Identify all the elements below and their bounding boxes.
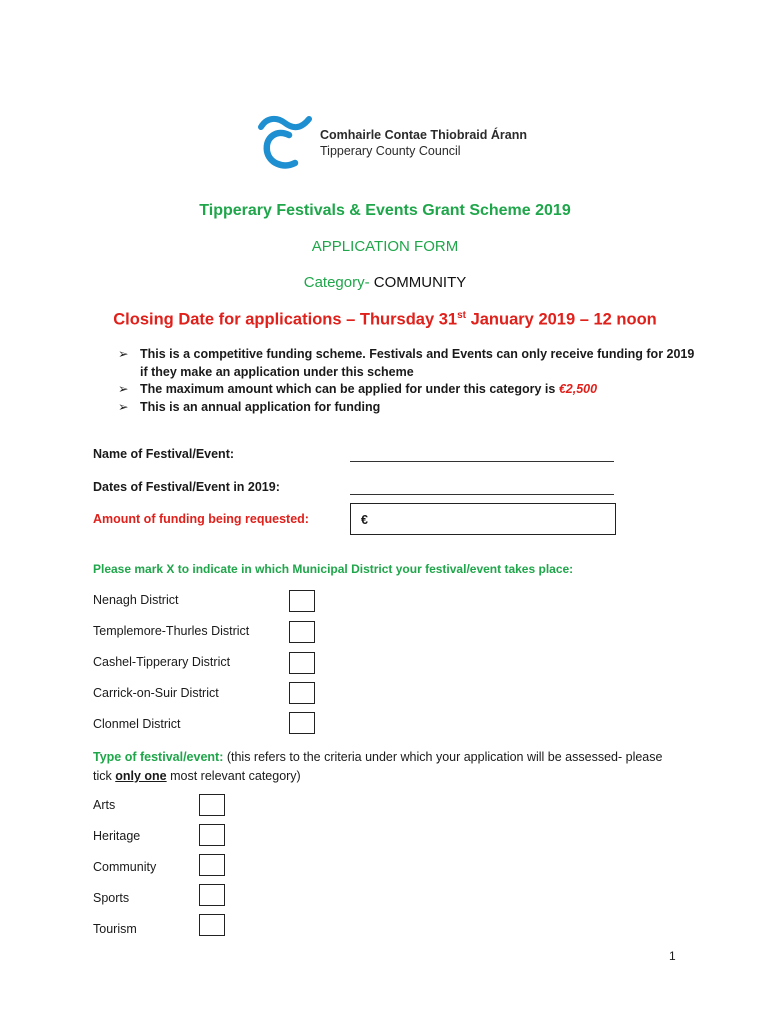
type-checkbox-arts[interactable]: [199, 794, 225, 816]
type-label-sports: Sports: [93, 891, 130, 905]
district-checkbox-carrick-on-suir[interactable]: [289, 682, 315, 704]
district-checkbox-nenagh[interactable]: [289, 590, 315, 612]
bullet-text: This is an annual application for funding: [140, 399, 381, 414]
closing-date-suffix: January 2019 – 12 noon: [465, 310, 657, 329]
max-amount: €2,500: [558, 382, 598, 397]
type-checkbox-community[interactable]: [199, 854, 225, 876]
category-label: Category-: [303, 274, 374, 291]
district-checkbox-templemore-thurles[interactable]: [289, 621, 315, 643]
arrow-bullet-icon: ➢: [118, 382, 129, 397]
type-label-tourism: Tourism: [93, 922, 137, 936]
council-name-irish: Comhairle Contae Thiobraid Árann: [320, 128, 527, 142]
district-label-carrick-on-suir: Carrick-on-Suir District: [93, 686, 219, 700]
district-label-clonmel: Clonmel District: [93, 717, 181, 731]
type-checkbox-tourism[interactable]: [199, 914, 225, 936]
event-type-label: Type of festival/event:: [93, 750, 224, 764]
arrow-bullet-icon: ➢: [118, 399, 129, 414]
amount-label: Amount of funding being requested:: [93, 512, 309, 526]
event-type-instruction: [93, 748, 673, 786]
info-bullets: [118, 346, 698, 416]
closing-date-prefix: Closing Date for applications – Thursday 31: [113, 310, 458, 329]
category-heading: [0, 274, 770, 291]
event-type-desc-1: (this refers to the criteria under which your application will be assessed- please tick: [93, 750, 663, 783]
page-number: 1: [669, 949, 676, 963]
district-checkbox-clonmel[interactable]: [289, 712, 315, 734]
category-value: COMMUNITY: [373, 274, 467, 291]
district-label-nenagh: Nenagh District: [93, 593, 179, 607]
district-label-cashel-tipperary: Cashel-Tipperary District: [93, 655, 231, 669]
council-name-english: Tipperary County Council: [320, 144, 461, 158]
bullet-text: The maximum amount which can be applied for under this category is: [140, 382, 559, 397]
festival-dates-label: Dates of Festival/Event in 2019:: [93, 480, 280, 494]
arrow-bullet-icon: ➢: [118, 347, 129, 361]
bullet-item: [118, 346, 698, 381]
bullet-item: [118, 399, 698, 417]
council-logo-icon: [255, 113, 315, 173]
currency-symbol: €: [361, 513, 368, 527]
district-label-templemore-thurles: Templemore-Thurles District: [93, 624, 250, 638]
bullet-text: This is a competitive funding scheme. Festivals and Events can only receive funding for 2019 if they make an application under this scheme: [140, 347, 695, 379]
festival-name-field[interactable]: [350, 461, 614, 462]
type-checkbox-heritage[interactable]: [199, 824, 225, 846]
form-title: APPLICATION FORM: [311, 238, 459, 255]
type-label-heritage: Heritage: [93, 829, 141, 843]
amount-field[interactable]: [350, 503, 616, 535]
event-type-emphasis: only one: [115, 769, 167, 783]
type-label-community: Community: [93, 860, 157, 874]
type-label-arts: Arts: [93, 798, 116, 812]
type-checkbox-sports[interactable]: [199, 884, 225, 906]
closing-date: [0, 310, 770, 330]
bullet-item: [118, 381, 698, 399]
event-type-desc-2: most relevant category): [166, 769, 301, 783]
district-checkbox-cashel-tipperary[interactable]: [289, 652, 315, 674]
closing-date-sup: st: [457, 310, 466, 321]
district-instruction: Please mark X to indicate in which Municipal District your festival/event takes place:: [93, 562, 574, 576]
festival-name-label: Name of Festival/Event:: [93, 447, 235, 461]
scheme-title: Tipperary Festivals & Events Grant Scheme 2019: [199, 202, 571, 219]
festival-dates-field[interactable]: [350, 494, 614, 495]
